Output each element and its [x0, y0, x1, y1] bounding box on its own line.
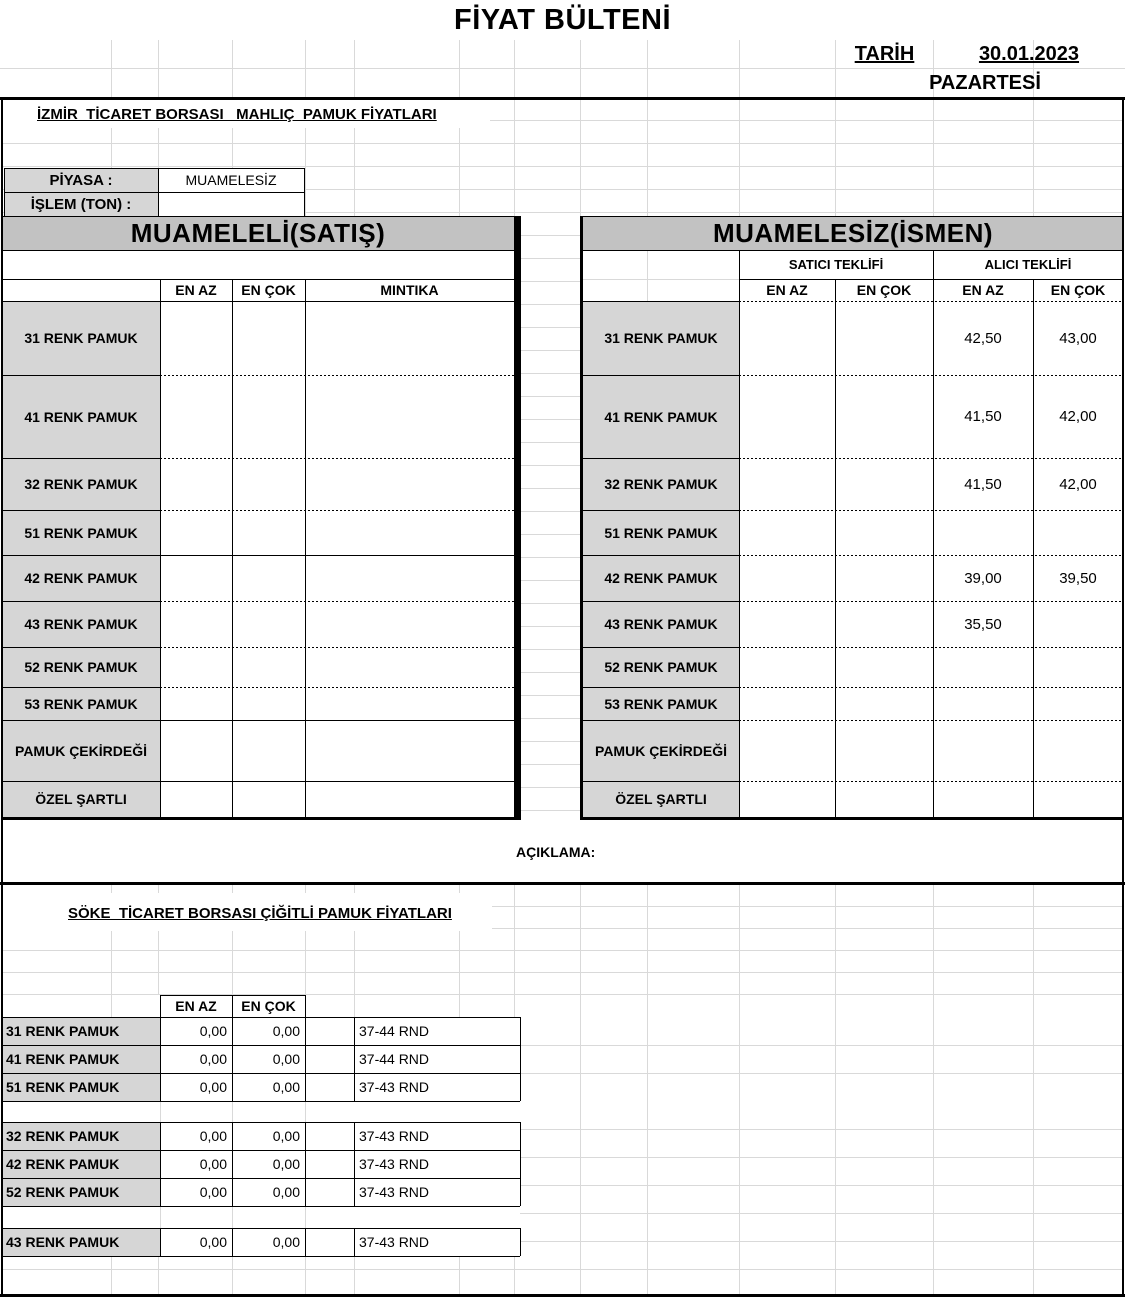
- row-label: 51 RENK PAMUK: [604, 524, 718, 541]
- row-label: 52 RENK PAMUK: [6, 1184, 120, 1200]
- soke-col-header-max: EN ÇOK: [241, 998, 296, 1014]
- row-label: 41 RENK PAMUK: [24, 408, 138, 425]
- buyer-max-price-cell[interactable]: 43,00: [1059, 329, 1097, 347]
- max-price-cell[interactable]: 0,00: [272, 1156, 300, 1172]
- row-label: 53 RENK PAMUK: [604, 695, 718, 712]
- max-price-cell[interactable]: 0,00: [272, 1128, 300, 1144]
- rnd-cell[interactable]: 37-43 RND: [359, 1156, 430, 1172]
- buyer-min-price-cell[interactable]: 41,50: [964, 408, 1002, 425]
- row-label: 53 RENK PAMUK: [24, 695, 138, 712]
- row-label: 42 RENK PAMUK: [24, 570, 138, 586]
- row-label: ÖZEL ŞARTLI: [35, 791, 127, 807]
- row-label: 43 RENK PAMUK: [604, 616, 718, 632]
- day-value: PAZARTESİ: [929, 71, 1041, 94]
- row-label: 51 RENK PAMUK: [6, 1079, 120, 1095]
- row-label: 41 RENK PAMUK: [6, 1051, 120, 1067]
- left-table-title: MUAMELELİ(SATIŞ): [130, 218, 386, 248]
- row-label: 41 RENK PAMUK: [604, 408, 718, 425]
- seller-group-header: SATICI TEKLİFİ: [788, 257, 884, 272]
- section-title-soke: SÖKE TİCARET BORSASI ÇİĞİTLİ PAMUK FİYATLARI: [68, 904, 452, 922]
- right-table-title: MUAMELESİZ(İSMEN): [712, 218, 994, 248]
- buyer-min-price-cell[interactable]: 35,50: [964, 615, 1002, 633]
- buyer-col-max: EN ÇOK: [1050, 282, 1106, 298]
- min-price-cell[interactable]: 0,00: [199, 1234, 227, 1250]
- buyer-max-price-cell[interactable]: 39,50: [1059, 569, 1097, 587]
- section-title-izmir: İZMİR TİCARET BORSASI MAHLIÇ PAMUK FİYATLARI: [37, 105, 437, 123]
- seller-col-min: EN AZ: [766, 282, 808, 298]
- row-label: 32 RENK PAMUK: [604, 476, 718, 492]
- piyasa-value-cell[interactable]: MUAMELESİZ: [185, 172, 277, 188]
- page-title: FİYAT BÜLTENİ: [453, 3, 672, 36]
- rnd-cell[interactable]: 37-44 RND: [359, 1023, 430, 1039]
- min-price-cell[interactable]: 0,00: [199, 1023, 227, 1039]
- date-value: 30.01.2023: [978, 43, 1080, 65]
- piyasa-label: PİYASA :: [49, 171, 113, 189]
- left-col-header-min: EN AZ: [175, 282, 217, 298]
- row-label: 32 RENK PAMUK: [6, 1128, 120, 1144]
- min-price-cell[interactable]: 0,00: [199, 1079, 227, 1095]
- rnd-cell[interactable]: 37-43 RND: [359, 1184, 430, 1200]
- row-label: 43 RENK PAMUK: [6, 1234, 120, 1250]
- left-col-header-region: MINTIKA: [380, 282, 439, 298]
- left-col-header-max: EN ÇOK: [241, 282, 296, 298]
- rnd-cell[interactable]: 37-43 RND: [359, 1234, 430, 1250]
- aciklama-label: AÇIKLAMA:: [516, 844, 596, 860]
- row-label: 52 RENK PAMUK: [24, 659, 138, 675]
- row-label: 43 RENK PAMUK: [24, 616, 138, 632]
- islem-label: İŞLEM (TON) :: [30, 195, 132, 213]
- rnd-cell[interactable]: 37-44 RND: [359, 1051, 430, 1067]
- buyer-min-price-cell[interactable]: 41,50: [964, 475, 1002, 493]
- buyer-max-price-cell[interactable]: 42,00: [1059, 408, 1097, 425]
- islem-value-cell[interactable]: [158, 192, 304, 216]
- min-price-cell[interactable]: 0,00: [199, 1156, 227, 1172]
- max-price-cell[interactable]: 0,00: [272, 1023, 300, 1039]
- row-label: 31 RENK PAMUK: [6, 1023, 120, 1039]
- max-price-cell[interactable]: 0,00: [272, 1051, 300, 1067]
- buyer-min-price-cell[interactable]: 42,50: [964, 329, 1002, 347]
- row-label: 52 RENK PAMUK: [604, 659, 718, 675]
- row-label: PAMUK ÇEKİRDEĞİ: [595, 742, 727, 759]
- max-price-cell[interactable]: 0,00: [272, 1234, 300, 1250]
- row-label: 42 RENK PAMUK: [6, 1156, 120, 1172]
- row-label: PAMUK ÇEKİRDEĞİ: [15, 742, 147, 759]
- row-label: 42 RENK PAMUK: [604, 570, 718, 586]
- buyer-max-price-cell[interactable]: 42,00: [1059, 475, 1097, 493]
- seller-col-max: EN ÇOK: [856, 282, 912, 298]
- min-price-cell[interactable]: 0,00: [199, 1128, 227, 1144]
- soke-col-header-min: EN AZ: [175, 998, 217, 1014]
- buyer-min-price-cell[interactable]: 39,00: [964, 569, 1002, 587]
- rnd-cell[interactable]: 37-43 RND: [359, 1128, 430, 1144]
- min-price-cell[interactable]: 0,00: [199, 1051, 227, 1067]
- row-label: 31 RENK PAMUK: [24, 330, 138, 346]
- max-price-cell[interactable]: 0,00: [272, 1184, 300, 1200]
- row-label: ÖZEL ŞARTLI: [615, 791, 707, 807]
- rnd-cell[interactable]: 37-43 RND: [359, 1079, 430, 1095]
- row-label: 31 RENK PAMUK: [604, 330, 718, 346]
- buyer-col-min: EN AZ: [962, 282, 1004, 298]
- min-price-cell[interactable]: 0,00: [199, 1184, 227, 1200]
- max-price-cell[interactable]: 0,00: [272, 1079, 300, 1095]
- date-label: TARİH: [854, 43, 915, 65]
- buyer-group-header: ALICI TEKLİFİ: [984, 257, 1072, 272]
- row-label: 32 RENK PAMUK: [24, 476, 138, 492]
- row-label: 51 RENK PAMUK: [24, 524, 138, 541]
